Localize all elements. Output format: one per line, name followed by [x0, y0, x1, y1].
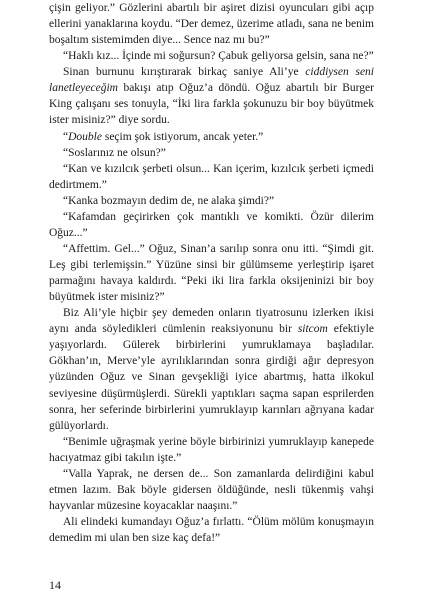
text-run: “Haklı kız... İçinde mi soğursun? Çabuk geliyorsa gelsin, sana ne?”: [63, 50, 374, 63]
text-run: “Kafamdan geçirirken çok mantıklı ve komikti. Özür dilerim Oğuz...”: [49, 210, 374, 239]
text-run: “: [63, 130, 69, 143]
page-number: 14: [49, 578, 61, 592]
paragraph: [49, 241, 374, 305]
paragraph: [49, 161, 374, 193]
text-run: “Affettim. Gel...” Oğuz, Sinan’a sarılıp sonra onu itti. “Şimdi git. Leş gibi terlemişsin.” Yüzüne sinsi bir gülümseme yerleştirip işaret parmağını havaya kaldırdı. “Peki iki lira farkla oksijeninizi bir boy büyütmek ister misiniz?”: [49, 242, 374, 304]
text-run: efektiyle yaşıyorlardı. Gülerek birbirlerini yumruklamaya başladılar. Gökhan’ın, Merve’yle ayrılıklarından sonra girdiği ağır depresyon yüzünden Oğuz ve Sinan gevşekliği iyice abartmış, hatta ilkokul seviyesine düşürmüşlerdi. Sürekli yaptıkları saçma sapan esprilerden sonra, her seferinde birbirlerini yumruklayıp karınları ağrıyana kadar gülüyorlardı.: [49, 323, 374, 432]
text-run: bakışı atıp Oğuz’a döndü. Oğuz abartılı bir Burger King çalışanı ses tonuyla, “İki lira farkla şokunuzu bir boy büyütmek ister misiniz?” diye sordu.: [49, 82, 374, 127]
paragraph: [49, 193, 374, 209]
text-run: seçim şok istiyorum, ancak yeter.”: [101, 130, 264, 143]
text-run: “Benimle uğraşmak yerine böyle birbirinizi yumruklayıp kanepede hacıyatmaz gibi takılın işte.”: [49, 435, 374, 464]
text-run: “Valla Yaprak, ne dersen de... Son zamanlarda delirdiğini kabul etmen lazım. Bak böyle gidersen öldüğünde, nesli tükenmiş vahşi hayvanlar müzesine koyacaklar naaşını.”: [49, 467, 374, 512]
text-run: Sinan burnunu kırıştırarak birkaç saniye Ali’ye: [63, 66, 306, 79]
text-run: “Kan ve kızılcık şerbeti olsun... Kan içerim, kızılcık şerbeti içmedi dedirtmem.”: [49, 162, 374, 191]
paragraph: [49, 209, 374, 241]
paragraph: [49, 514, 374, 546]
body-text: [49, 0, 374, 546]
text-run: “Soslarınız ne olsun?”: [63, 146, 166, 159]
italic-text: sitcom: [297, 323, 328, 336]
paragraph: [49, 466, 374, 514]
paragraph: [49, 129, 374, 145]
italic-text: ciddiysen seni lanetleyeceğim: [49, 66, 374, 95]
text-run: “Kanka bozmayın dedim de, ne alaka şimdi?”: [63, 194, 275, 207]
paragraph: [49, 434, 374, 466]
text-run: çişin geliyor.” Gözlerini abartılı bir aşiret dizisi oyuncuları gibi açıp ellerini yanaklarına koydu. “Der demez, üzerime atladı, sana ne benim boşaltım sistemimden diye... Sence naz mı bu?”: [49, 2, 374, 47]
paragraph: [49, 0, 374, 48]
paragraph: [49, 305, 374, 434]
paragraph: [49, 48, 374, 64]
text-run: Ali elindeki kumandayı Oğuz’a fırlattı. “Ölüm mölüm konuşmayın demedim mi ulan ben size kaç defa!”: [49, 516, 374, 545]
paragraph: [49, 64, 374, 128]
italic-text: Double: [68, 130, 102, 143]
paragraph: [49, 145, 374, 161]
text-run: Biz Ali’yle hiçbir şey demeden onların tiyatrosunu izlerken ikisi aynı anda söyledikleri cümlenin reaksiyonunu bir: [49, 307, 374, 336]
